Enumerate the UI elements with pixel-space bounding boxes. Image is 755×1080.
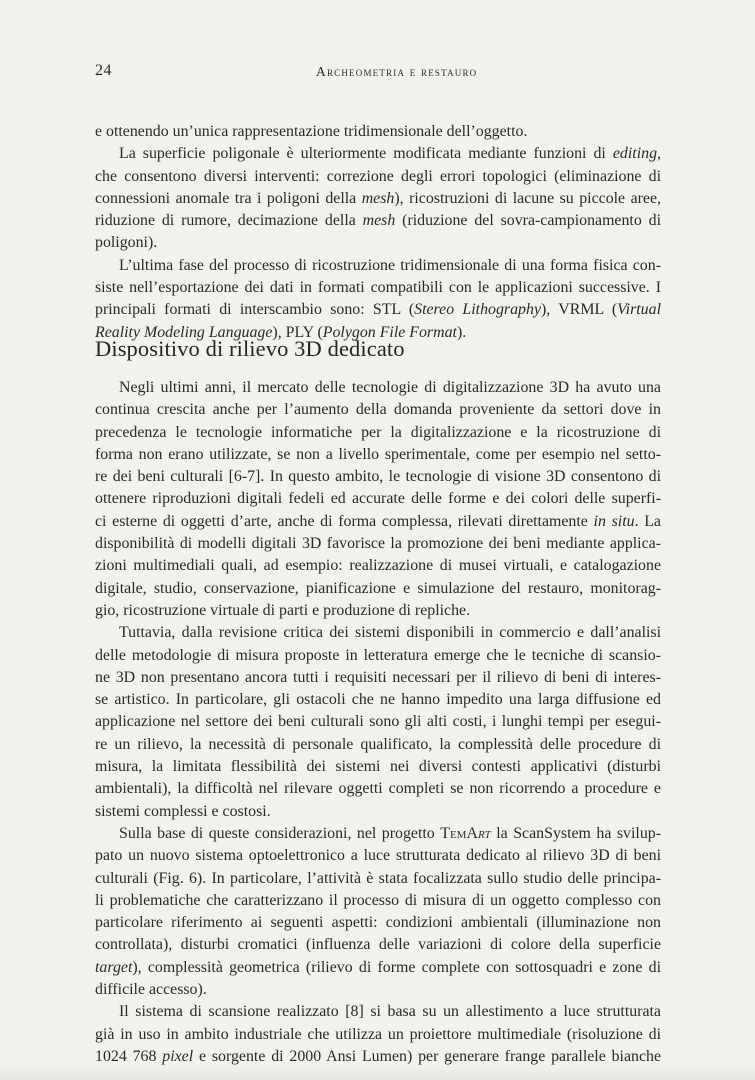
- text-line: re un rilievo, la necessità di personale qualificato, la complessità delle procedure di: [95, 735, 661, 753]
- text-line: ne 3D non presentano ancora tutti i requisiti necessari per il rilievo di beni di interes-: [95, 668, 661, 686]
- text-run: riduzione di rumore, decimazione della: [95, 212, 363, 230]
- italic-term: Polygon File Format: [322, 323, 457, 341]
- text-run: e sorgente di 2000 Ansi Lumen) per generare frange parallele bianche: [193, 1047, 662, 1065]
- text-run: ), VRML (: [541, 301, 618, 319]
- text-run: ci esterne di oggetti d’arte, anche di forma complessa, rilevati direttamente: [95, 512, 594, 530]
- text-line: particolare riferimento ai seguenti aspetti: condizioni ambientali (illuminazione non: [95, 914, 661, 932]
- text-line: che consentono diversi interventi: correzione degli errori topologici (eliminazione di: [95, 167, 661, 185]
- paragraph-6: [95, 823, 661, 1001]
- text-line: [95, 210, 661, 232]
- text-block-intro: [95, 121, 661, 344]
- text-line: ambientali), la difficoltà nel rilevare oggetti completi se non ricorrendo a procedure e: [95, 780, 661, 798]
- italic-term: target: [95, 958, 133, 976]
- italic-term: editing: [612, 145, 658, 163]
- text-line: controllata), disturbi cromatici (influenza delle variazioni di colore della superficie: [95, 936, 661, 954]
- text-line: e ottenendo un’unica rappresentazione tridimensionale dell’oggetto.: [95, 123, 528, 140]
- text-line: [95, 299, 661, 321]
- text-line: delle metodologie di misura proposte in letteratura emerge che le tecniche di scansio-: [95, 646, 661, 664]
- text-line: [95, 511, 661, 533]
- text-line: continua crescita anche per l’aumento della domanda proveniente da settori dove in: [95, 401, 661, 419]
- text-line: li problematiche che caratterizzano il processo di misura di un oggetto complesso con: [95, 891, 661, 909]
- text-line: precedenza le tecnologie informatiche per la digitalizzazione e la ricostruzione di: [95, 423, 661, 441]
- paragraph-2: [95, 143, 661, 254]
- text-line: difficile accesso).: [95, 981, 207, 999]
- text-run: ).: [456, 323, 467, 341]
- italic-term: Virtual: [617, 301, 661, 319]
- page-edge-shadow: [0, 1066, 755, 1080]
- text-run: La superficie poligonale è ulteriormente modificata mediante funzioni di: [119, 145, 613, 163]
- text-run: principali formati di interscambio sono: STL (: [95, 301, 415, 319]
- text-line: già in uso in ambito industriale che utilizza un proiettore multimediale (risoluzione di: [95, 1025, 661, 1043]
- text-line: pato un nuovo sistema optoelettronico a luce strutturata dedicato al rilievo 3D di beni: [95, 847, 661, 865]
- text-line: gio, ricostruzione virtuale di parti e produzione di repliche.: [95, 601, 471, 619]
- italic-term: in situ: [593, 512, 635, 530]
- text-run: Sulla base di queste considerazioni, nel progetto: [119, 824, 441, 842]
- text-run: (riduzione del sovra-campionamento di: [395, 212, 661, 230]
- text-run: la ScanSystem ha svilup-: [490, 824, 662, 842]
- text-run: 1024 768: [95, 1047, 163, 1065]
- text-line: Tuttavia, dalla revisione critica dei sistemi disponibili in commercio e dall’analisi: [119, 624, 661, 642]
- italic-term: mesh: [361, 189, 395, 207]
- text-line: Negli ultimi anni, il mercato delle tecnologie di digitalizzazione 3D ha avuto una: [119, 379, 661, 396]
- paragraph-1: [95, 121, 661, 143]
- paragraph-7: [95, 1001, 661, 1068]
- text-line: [95, 1046, 661, 1068]
- italic-term: Stereo Lithography: [414, 301, 541, 319]
- text-line: [95, 823, 661, 845]
- paragraph-3: [95, 255, 661, 344]
- text-line: ottenere riproduzioni digitali fedeli ed accurate delle forme e dei colori delle superfi-: [95, 490, 661, 508]
- italic-term: mesh: [362, 212, 396, 230]
- text-line: misura, la limitata flessibilità dei sistemi nei diversi contesti applicativi (disturbi: [95, 758, 661, 776]
- text-run: ), PLY (: [272, 323, 323, 341]
- text-line: Il sistema di scansione realizzato [8] si basa su un allestimento a luce strutturata: [119, 1003, 661, 1021]
- text-line: siste nell’esportazione dei dati in formati compatibili con le applicazioni successive. I: [95, 279, 661, 297]
- text-line: L’ultima fase del processo di ricostruzione tridimensionale di una forma fisica con-: [119, 256, 661, 274]
- italic-term: Reality Modeling Language: [95, 323, 273, 341]
- text-run: ), complessità geometrica (rilievo di forme complete con sottosquadri e zone di: [132, 958, 661, 976]
- text-run: connessioni anomale tra i poligoni della: [95, 189, 362, 207]
- text-line: disponibilità di modelli digitali 3D favorisce la promozione dei beni mediante applica-: [95, 535, 661, 553]
- text-line: culturali (Fig. 6). In particolare, l’attività è stata focalizzata sullo studio delle principa-: [95, 869, 661, 887]
- text-line: zioni multimediali quali, ad esempio: realizzazione di musei virtuali, e catalogazione: [95, 557, 661, 575]
- project-name-part: TemA: [440, 824, 478, 842]
- text-run: ,: [657, 145, 661, 163]
- text-line: applicazione nel settore dei beni culturali sono gli alti costi, i lunghi tempi per esegui-: [95, 713, 661, 731]
- text-run: . La: [634, 512, 661, 530]
- text-line: se artistico. In particolare, gli ostacoli che ne hanno impedito una larga diffusione ed: [95, 691, 661, 709]
- text-line: [95, 188, 661, 210]
- running-title: Archeometria e restauro: [316, 64, 478, 79]
- text-line: [95, 143, 661, 165]
- text-line: re dei beni culturali [6-7]. In questo ambito, le tecnologie di visione 3D consentono di: [95, 468, 661, 486]
- paragraph-5: [95, 622, 661, 823]
- project-name-part-italic: rt: [477, 824, 491, 842]
- paragraph-4: [95, 377, 661, 622]
- text-line: sistemi complessi e costosi.: [95, 802, 271, 820]
- italic-term: pixel: [162, 1047, 194, 1065]
- text-block-section: [95, 377, 661, 1068]
- text-line: forma non erano utilizzate, se non a livello sperimentale, come per esempio nel setto-: [95, 445, 661, 463]
- project-name: [440, 825, 491, 842]
- text-line: digitale, studio, conservazione, pianificazione e simulazione del restauro, monitorag-: [95, 579, 661, 597]
- section-heading: Dispositivo di rilievo 3D dedicato: [95, 336, 405, 361]
- text-run: ), ricostruzioni di lacune su piccole aree,: [394, 189, 661, 207]
- text-line: poligoni).: [95, 234, 158, 252]
- page-number: 24: [95, 62, 112, 79]
- text-line: [95, 957, 661, 979]
